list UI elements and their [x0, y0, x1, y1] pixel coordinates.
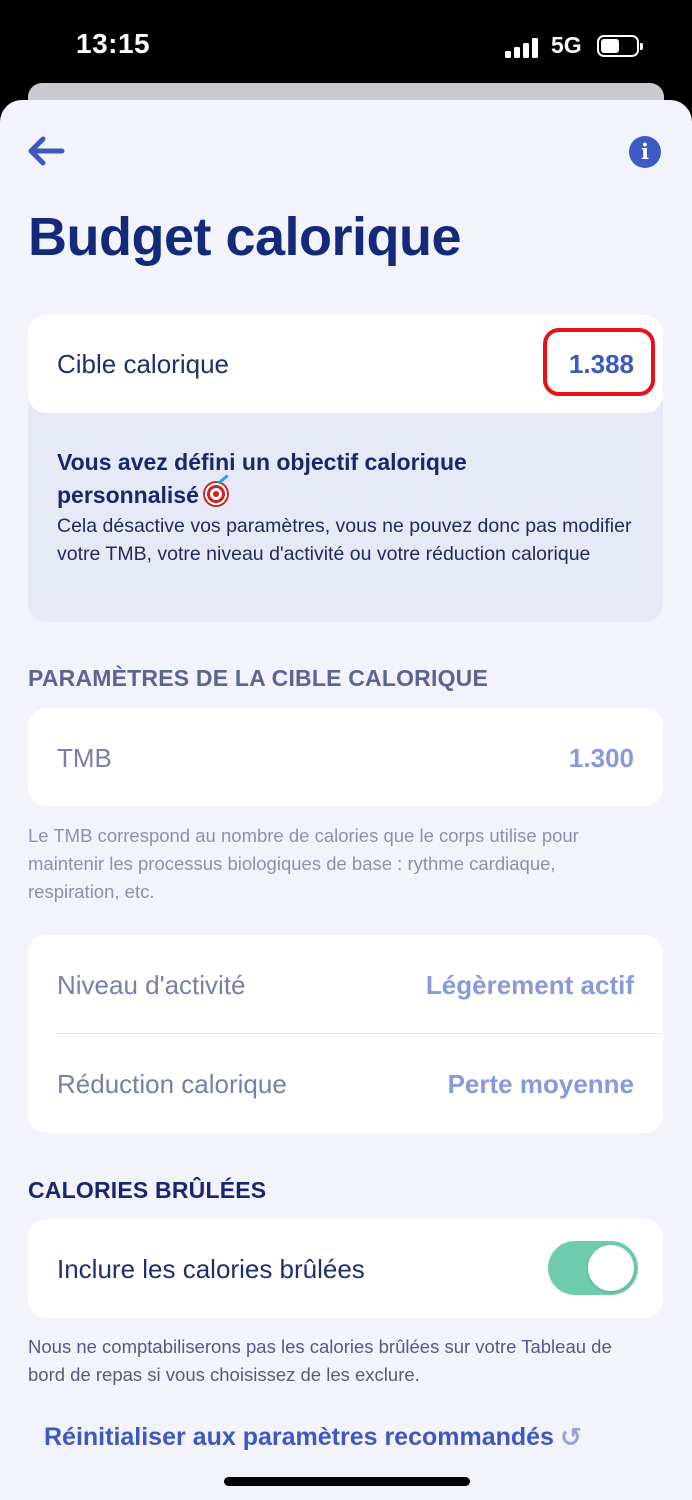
highlight-outline [543, 328, 655, 396]
calorie-reduction-value: Perte moyenne [447, 1069, 634, 1099]
section-header-burned: CALORIES BRÛLÉES [28, 1177, 267, 1203]
tmb-help-text: Le TMB correspond au nombre de calories que le corps utilise pour maintenir les processus biologiques de base : rythme cardiaque, respiration, etc. [28, 825, 579, 902]
status-time: 13:15 [76, 28, 151, 59]
tmb-label: TMB [57, 743, 112, 773]
reset-label: Réinitialiser aux paramètres recommandés [44, 1423, 554, 1451]
home-indicator [224, 1477, 470, 1486]
tmb-value: 1.300 [568, 743, 634, 773]
cellular-signal-icon [505, 38, 545, 58]
calorie-target-row[interactable] [28, 315, 663, 413]
network-type: 5G [551, 32, 582, 58]
custom-goal-notice-body: Cela désactive vos paramètres, vous ne pouvez donc pas modifier votre TMB, votre niveau d'activité ou votre réduction calorique [57, 515, 632, 565]
budget-sheet [0, 100, 692, 1500]
include-burned-label: Inclure les calories brûlées [57, 1254, 365, 1284]
notice-title-text: Vous avez défini un objectif calorique personnalisé [57, 449, 467, 508]
row-divider [56, 1033, 663, 1034]
back-arrow-icon[interactable] [26, 134, 66, 168]
info-icon[interactable]: i [629, 136, 661, 168]
custom-goal-notice-title [57, 446, 537, 512]
include-burned-toggle[interactable] [548, 1241, 638, 1295]
page-title: Budget calorique [28, 207, 462, 267]
tmb-row [28, 708, 663, 806]
calorie-target-label: Cible calorique [57, 349, 229, 379]
include-burned-row [28, 1219, 663, 1318]
status-bar [0, 0, 692, 90]
calorie-reduction-label: Réduction calorique [57, 1069, 287, 1099]
activity-level-label: Niveau d'activité [57, 970, 246, 1000]
burned-help-text: Nous ne comptabiliserons pas les calories brûlées sur votre Tableau de bord de repas si vous choisissez de les exclure. [28, 1336, 612, 1385]
target-icon [203, 481, 229, 507]
reset-recommended-button[interactable] [44, 1423, 654, 1463]
reset-icon: ↺ [559, 1423, 582, 1453]
calorie-target-group [28, 315, 663, 622]
activity-settings-card [28, 935, 663, 1133]
battery-icon [597, 35, 639, 57]
section-header-params: PARAMÈTRES DE LA CIBLE CALORIQUE [28, 665, 489, 691]
toggle-knob [588, 1245, 634, 1291]
activity-level-value: Légèrement actif [425, 970, 634, 1000]
calorie-target-value: 1.388 [568, 349, 634, 379]
